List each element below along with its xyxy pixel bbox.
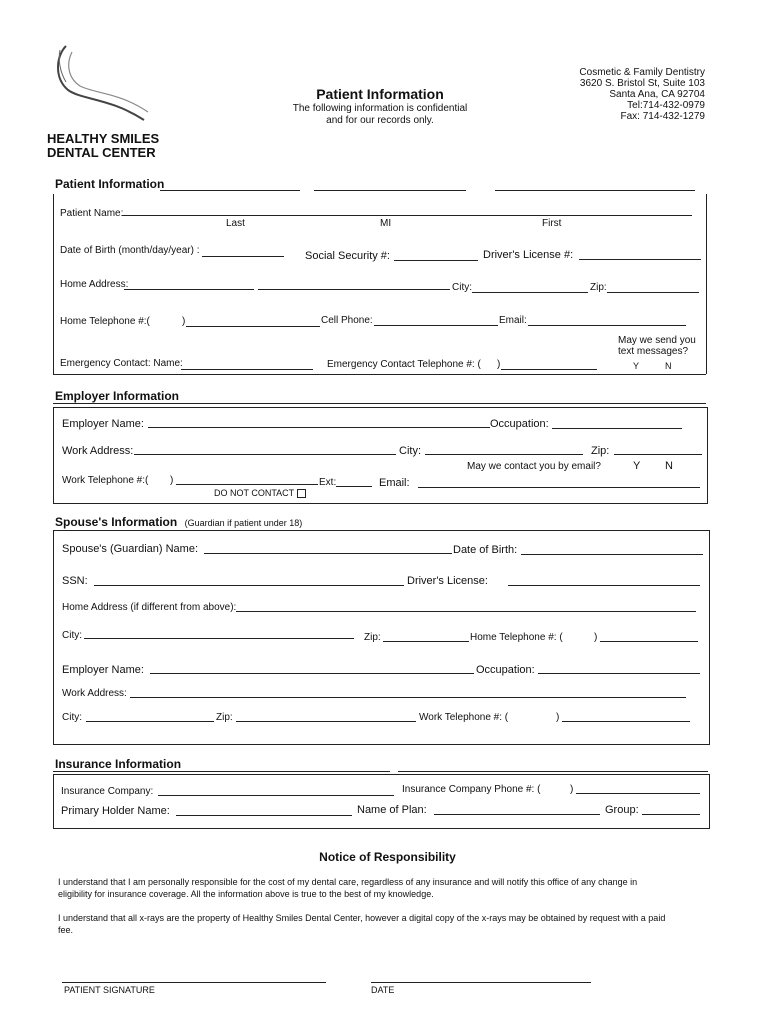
work-tel-label: Work Telephone #:( bbox=[62, 475, 149, 486]
spouse-employer-label: Employer Name: bbox=[62, 664, 144, 676]
insurance-header: Insurance Information bbox=[55, 757, 182, 771]
zip-label: Zip: bbox=[591, 445, 610, 457]
notice-paragraph-1: I understand that I am personally responsible for the cost of my dental care, regardless of any insurance and will notify this office of any change in eligibility for insurance coverage. All the information above is true to the best of my knowledge. bbox=[58, 877, 638, 899]
spouse-occupation-field[interactable] bbox=[538, 673, 700, 674]
patient-name-field[interactable] bbox=[122, 215, 692, 216]
page-title: Patient Information bbox=[316, 86, 444, 102]
spouse-dl-label: Driver's License: bbox=[407, 575, 488, 587]
spouse-tel-label: Home Telephone #: ( bbox=[470, 632, 563, 643]
home-tel-field[interactable] bbox=[186, 326, 320, 327]
insurance-company-label: Insurance Company: bbox=[61, 786, 154, 797]
dob-field[interactable] bbox=[202, 256, 284, 257]
patient-signature-field[interactable] bbox=[62, 982, 326, 983]
employer-header: Employer Information bbox=[55, 389, 180, 403]
group-label: Group: bbox=[605, 804, 639, 816]
checkbox-icon[interactable] bbox=[297, 489, 306, 498]
email-contact-question: May we contact you by email? bbox=[467, 461, 601, 472]
ssn-label: Social Security #: bbox=[305, 250, 390, 262]
spouse-employer-field[interactable] bbox=[150, 673, 474, 674]
text-yes[interactable]: Y bbox=[633, 361, 640, 371]
spouse-occupation-label: Occupation: bbox=[476, 664, 535, 676]
spouse-dob-field[interactable] bbox=[521, 554, 703, 555]
spouse-dl-field[interactable] bbox=[508, 585, 700, 586]
home-address-label: Home Address: bbox=[60, 279, 129, 290]
paren: ) bbox=[556, 712, 560, 723]
title-sub: The following information is confidential and for our records only. bbox=[292, 103, 468, 126]
spouse-dob-label: Date of Birth: bbox=[453, 544, 518, 556]
insurance-phone-label: Insurance Company Phone #: ( bbox=[402, 784, 541, 795]
ssn-field[interactable] bbox=[394, 260, 478, 261]
notice-paragraph-2: I understand that all x-rays are the property of Healthy Smiles Dental Center, however a digital copy of the x-rays may be obtained by request with a paid fee. bbox=[58, 913, 666, 935]
text-no[interactable]: N bbox=[665, 361, 672, 371]
emergency-tel-label: Emergency Contact Telephone #: ( bbox=[327, 359, 481, 370]
ext-label: Ext: bbox=[319, 477, 337, 488]
date-field[interactable] bbox=[371, 982, 591, 983]
insurance-phone-field[interactable] bbox=[576, 793, 700, 794]
spouse-tel-field[interactable] bbox=[600, 641, 698, 642]
spouse-work-tel-field[interactable] bbox=[562, 721, 690, 722]
paren: ) bbox=[594, 632, 598, 643]
work-address-field[interactable] bbox=[134, 454, 396, 455]
occupation-label: Occupation: bbox=[490, 418, 549, 430]
paren: ) bbox=[497, 359, 501, 370]
work-zip-field[interactable] bbox=[614, 454, 702, 455]
spouse-ssn-field[interactable] bbox=[94, 585, 404, 586]
plan-name-label: Name of Plan: bbox=[357, 804, 427, 816]
occupation-field[interactable] bbox=[552, 428, 682, 429]
employer-name-label: Employer Name: bbox=[62, 418, 144, 430]
email-no[interactable]: N bbox=[665, 460, 673, 472]
paren: ) bbox=[570, 784, 574, 795]
city-label: City: bbox=[62, 712, 82, 723]
emergency-name-field[interactable] bbox=[181, 369, 313, 370]
city-label: City: bbox=[399, 445, 421, 457]
emergency-tel-field[interactable] bbox=[501, 369, 597, 370]
date-label: DATE bbox=[371, 985, 395, 995]
employer-name-field[interactable] bbox=[148, 427, 490, 428]
notice-header: Notice of Responsibility bbox=[319, 850, 456, 864]
emergency-label: Emergency Contact: Name: bbox=[60, 358, 183, 369]
logo-text: HEALTHY SMILES DENTAL CENTER bbox=[47, 131, 160, 160]
patient-name-label: Patient Name: bbox=[60, 208, 124, 219]
group-field[interactable] bbox=[642, 814, 700, 815]
dl-label: Driver's License #: bbox=[483, 249, 574, 261]
spouse-work-address-field[interactable] bbox=[130, 697, 686, 698]
work-address-label: Work Address: bbox=[62, 445, 134, 457]
city-label: City: bbox=[452, 282, 472, 293]
spouse-header: Spouse's Information (Guardian if patient under 18) bbox=[55, 515, 303, 529]
dl-field[interactable] bbox=[579, 259, 701, 260]
email-label: Email: bbox=[379, 477, 410, 489]
logo-swoosh-icon bbox=[48, 42, 158, 124]
cell-field[interactable] bbox=[374, 325, 498, 326]
mi-label: MI bbox=[380, 218, 392, 229]
zip-label: Zip: bbox=[364, 632, 381, 643]
last-label: Last bbox=[226, 218, 245, 229]
do-not-contact[interactable]: DO NOT CONTACT bbox=[214, 488, 306, 498]
work-city-field[interactable] bbox=[425, 454, 583, 455]
insurance-company-field[interactable] bbox=[158, 795, 394, 796]
city-label: City: bbox=[62, 630, 82, 641]
spouse-ssn-label: SSN: bbox=[62, 575, 88, 587]
paren: ) bbox=[182, 316, 186, 327]
employer-email-field[interactable] bbox=[418, 487, 700, 488]
spouse-zip-field[interactable] bbox=[383, 641, 469, 642]
primary-holder-label: Primary Holder Name: bbox=[61, 805, 170, 817]
plan-name-field[interactable] bbox=[434, 814, 600, 815]
home-tel-label: Home Telephone #:( bbox=[60, 316, 150, 327]
zip-label: Zip: bbox=[216, 712, 233, 723]
email-label: Email: bbox=[499, 315, 527, 326]
primary-holder-field[interactable] bbox=[176, 815, 352, 816]
spouse-address-field[interactable] bbox=[236, 611, 696, 612]
city-field[interactable] bbox=[472, 292, 588, 293]
work-tel-field[interactable] bbox=[176, 484, 318, 485]
email-field[interactable] bbox=[528, 325, 686, 326]
home-address-field[interactable] bbox=[124, 289, 254, 290]
spouse-work-address-label: Work Address: bbox=[62, 688, 127, 699]
text-msg-question: May we send you text messages? bbox=[618, 335, 696, 357]
paren: ) bbox=[170, 475, 174, 486]
spouse-work-tel-label: Work Telephone #: ( bbox=[419, 712, 509, 723]
spouse-work-city-field[interactable] bbox=[86, 721, 214, 722]
dob-label: Date of Birth (month/day/year) : bbox=[60, 245, 200, 256]
patient-signature-label: PATIENT SIGNATURE bbox=[64, 985, 155, 995]
spouse-name-field[interactable] bbox=[204, 553, 452, 554]
zip-label: Zip: bbox=[590, 282, 607, 293]
email-yes[interactable]: Y bbox=[633, 460, 641, 472]
office-info: Cosmetic & Family Dentistry 3620 S. Bristol St, Suite 103 Santa Ana, CA 92704 Tel:714-432-0979 Fax: 714-432-1279 bbox=[579, 67, 705, 122]
spouse-name-label: Spouse's (Guardian) Name: bbox=[62, 543, 198, 555]
patient-header: Patient Information bbox=[55, 177, 165, 191]
spouse-address-label: Home Address (if different from above): bbox=[62, 602, 237, 613]
cell-label: Cell Phone: bbox=[321, 315, 373, 326]
ext-field[interactable] bbox=[336, 486, 372, 487]
first-label: First bbox=[542, 218, 562, 229]
spouse-work-zip-field[interactable] bbox=[236, 721, 416, 722]
spouse-city-field[interactable] bbox=[84, 638, 354, 639]
zip-field[interactable] bbox=[607, 292, 699, 293]
